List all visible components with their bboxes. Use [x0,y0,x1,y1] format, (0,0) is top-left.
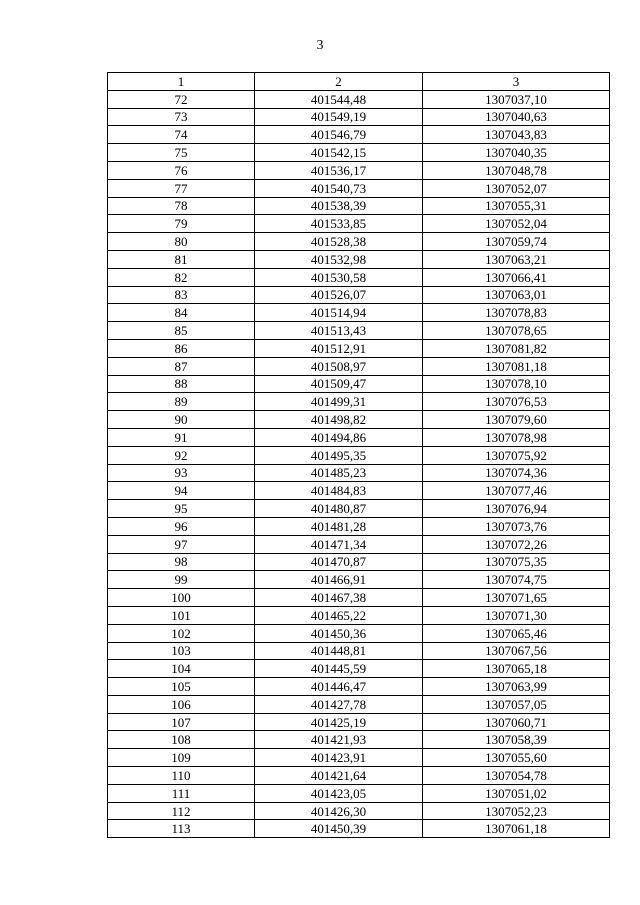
table-cell: 83 [108,286,255,304]
table-cell: 1307072,26 [423,535,610,553]
table-cell: 1307079,60 [423,411,610,429]
table-cell: 80 [108,233,255,251]
table-cell: 1307071,65 [423,589,610,607]
table-cell: 1307076,94 [423,500,610,518]
table-row [108,660,610,678]
table-cell: 1307074,36 [423,464,610,482]
table-cell: 401495,35 [255,446,423,464]
table-cell: 401508,97 [255,357,423,375]
table-cell: 401465,22 [255,606,423,624]
table-cell: 91 [108,428,255,446]
table-cell: 401485,23 [255,464,423,482]
table-cell: 1307051,02 [423,784,610,802]
table-row [108,197,610,215]
table-cell: 72 [108,90,255,108]
table-row [108,784,610,802]
table-cell: 90 [108,411,255,429]
table-row [108,446,610,464]
table-cell: 1307048,78 [423,161,610,179]
table-cell: 401499,31 [255,393,423,411]
table-row [108,250,610,268]
table-cell: 1307077,46 [423,482,610,500]
table-cell: 401542,15 [255,144,423,162]
table-cell: 401481,28 [255,517,423,535]
table-cell: 97 [108,535,255,553]
table-row [108,339,610,357]
table-cell: 401533,85 [255,215,423,233]
table-cell: 1307052,04 [423,215,610,233]
table-cell: 74 [108,126,255,144]
table-cell: 1307078,65 [423,322,610,340]
table-cell: 401544,48 [255,90,423,108]
table-cell: 401466,91 [255,571,423,589]
table-cell: 1307040,35 [423,144,610,162]
table-row [108,820,610,838]
table-cell: 106 [108,695,255,713]
table-cell: 99 [108,571,255,589]
table-cell: 1307078,83 [423,304,610,322]
table-row [108,713,610,731]
table-cell: 103 [108,642,255,660]
table-row [108,678,610,696]
table-cell: 81 [108,250,255,268]
table-cell: 1307052,23 [423,802,610,820]
table-cell: 401450,36 [255,624,423,642]
table-cell: 401450,39 [255,820,423,838]
table-row [108,749,610,767]
table-row [108,428,610,446]
table-cell: 88 [108,375,255,393]
table-cell: 1307063,21 [423,250,610,268]
table-cell: 82 [108,268,255,286]
table-cell: 1307078,10 [423,375,610,393]
table-row [108,553,610,571]
table-cell: 401426,30 [255,802,423,820]
table-row [108,357,610,375]
table-cell: 1307081,82 [423,339,610,357]
table-cell: 76 [108,161,255,179]
table-cell: 401421,93 [255,731,423,749]
table-cell: 79 [108,215,255,233]
table-cell: 1307059,74 [423,233,610,251]
table-row [108,126,610,144]
table-cell: 401540,73 [255,179,423,197]
table-row [108,482,610,500]
table-row [108,179,610,197]
table-cell: 401471,34 [255,535,423,553]
table-cell: 102 [108,624,255,642]
table-row [108,767,610,785]
table-cell: 108 [108,731,255,749]
table-cell: 1307060,71 [423,713,610,731]
table-cell: 401538,39 [255,197,423,215]
table-cell: 1307040,63 [423,108,610,126]
table-row [108,90,610,108]
table-cell: 1307073,76 [423,517,610,535]
table-cell: 1307075,35 [423,553,610,571]
table-cell: 1307078,98 [423,428,610,446]
table-cell: 96 [108,517,255,535]
table-cell: 92 [108,446,255,464]
table-row [108,500,610,518]
table-row [108,589,610,607]
table-cell: 401546,79 [255,126,423,144]
table-cell: 1307058,39 [423,731,610,749]
table-cell: 1307067,56 [423,642,610,660]
table-cell: 401513,43 [255,322,423,340]
table-row [108,233,610,251]
table-cell: 98 [108,553,255,571]
table-cell: 111 [108,784,255,802]
table-cell: 401425,19 [255,713,423,731]
table-cell: 1307065,18 [423,660,610,678]
table-row [108,464,610,482]
table-cell: 1307063,01 [423,286,610,304]
table-row [108,393,610,411]
table-cell: 95 [108,500,255,518]
table-cell: 401421,64 [255,767,423,785]
table-cell: 1307055,60 [423,749,610,767]
table-cell: 401446,47 [255,678,423,696]
table-cell: 1307081,18 [423,357,610,375]
table-cell: 401549,19 [255,108,423,126]
table-row [108,695,610,713]
table-cell: 401427,78 [255,695,423,713]
table-cell: 1307066,41 [423,268,610,286]
table-row [108,624,610,642]
table-cell: 89 [108,393,255,411]
table-cell: 85 [108,322,255,340]
table-row [108,375,610,393]
table-cell: 1307052,07 [423,179,610,197]
table-cell: 1307063,99 [423,678,610,696]
table-row [108,268,610,286]
table-cell: 105 [108,678,255,696]
table-cell: 112 [108,802,255,820]
table-cell: 401480,87 [255,500,423,518]
table-row [108,144,610,162]
table-row [108,161,610,179]
table-cell: 1307065,46 [423,624,610,642]
coordinates-table [107,72,610,838]
table-row [108,411,610,429]
column-header: 3 [423,73,610,91]
table-body [108,90,610,837]
table-row [108,215,610,233]
table-cell: 401526,07 [255,286,423,304]
table-cell: 401467,38 [255,589,423,607]
table-cell: 1307071,30 [423,606,610,624]
table-cell: 94 [108,482,255,500]
table-row [108,286,610,304]
table-cell: 1307054,78 [423,767,610,785]
table-row [108,642,610,660]
table-row [108,606,610,624]
table-cell: 113 [108,820,255,838]
table-cell: 93 [108,464,255,482]
table-cell: 1307074,75 [423,571,610,589]
table-cell: 1307037,10 [423,90,610,108]
table-cell: 401448,81 [255,642,423,660]
table-cell: 84 [108,304,255,322]
table-cell: 401509,47 [255,375,423,393]
table-cell: 1307043,83 [423,126,610,144]
table-row [108,517,610,535]
page-number: 3 [316,38,324,53]
table-cell: 401423,91 [255,749,423,767]
table-cell: 401528,38 [255,233,423,251]
table-cell: 107 [108,713,255,731]
table-row [108,731,610,749]
table-cell: 1307076,53 [423,393,610,411]
table-cell: 401494,86 [255,428,423,446]
table-cell: 401536,17 [255,161,423,179]
table-row [108,535,610,553]
table-cell: 1307061,18 [423,820,610,838]
table-cell: 87 [108,357,255,375]
table-cell: 109 [108,749,255,767]
table-row [108,571,610,589]
table-cell: 100 [108,589,255,607]
table-cell: 401498,82 [255,411,423,429]
table-cell: 101 [108,606,255,624]
table-cell: 75 [108,144,255,162]
table-cell: 1307057,05 [423,695,610,713]
table-cell: 78 [108,197,255,215]
table-cell: 86 [108,339,255,357]
table-cell: 401423,05 [255,784,423,802]
table-cell: 401514,94 [255,304,423,322]
table-cell: 77 [108,179,255,197]
table-cell: 1307075,92 [423,446,610,464]
table-cell: 73 [108,108,255,126]
table-cell: 104 [108,660,255,678]
table-row [108,304,610,322]
table-cell: 401470,87 [255,553,423,571]
column-header: 1 [108,73,255,91]
table-row [108,802,610,820]
table-cell: 401532,98 [255,250,423,268]
table-row [108,108,610,126]
table-header-row [108,73,610,91]
table-cell: 1307055,31 [423,197,610,215]
table-cell: 401445,59 [255,660,423,678]
column-header: 2 [255,73,423,91]
table-cell: 401484,83 [255,482,423,500]
table-cell: 401530,58 [255,268,423,286]
table-cell: 110 [108,767,255,785]
table-row [108,322,610,340]
table-cell: 401512,91 [255,339,423,357]
